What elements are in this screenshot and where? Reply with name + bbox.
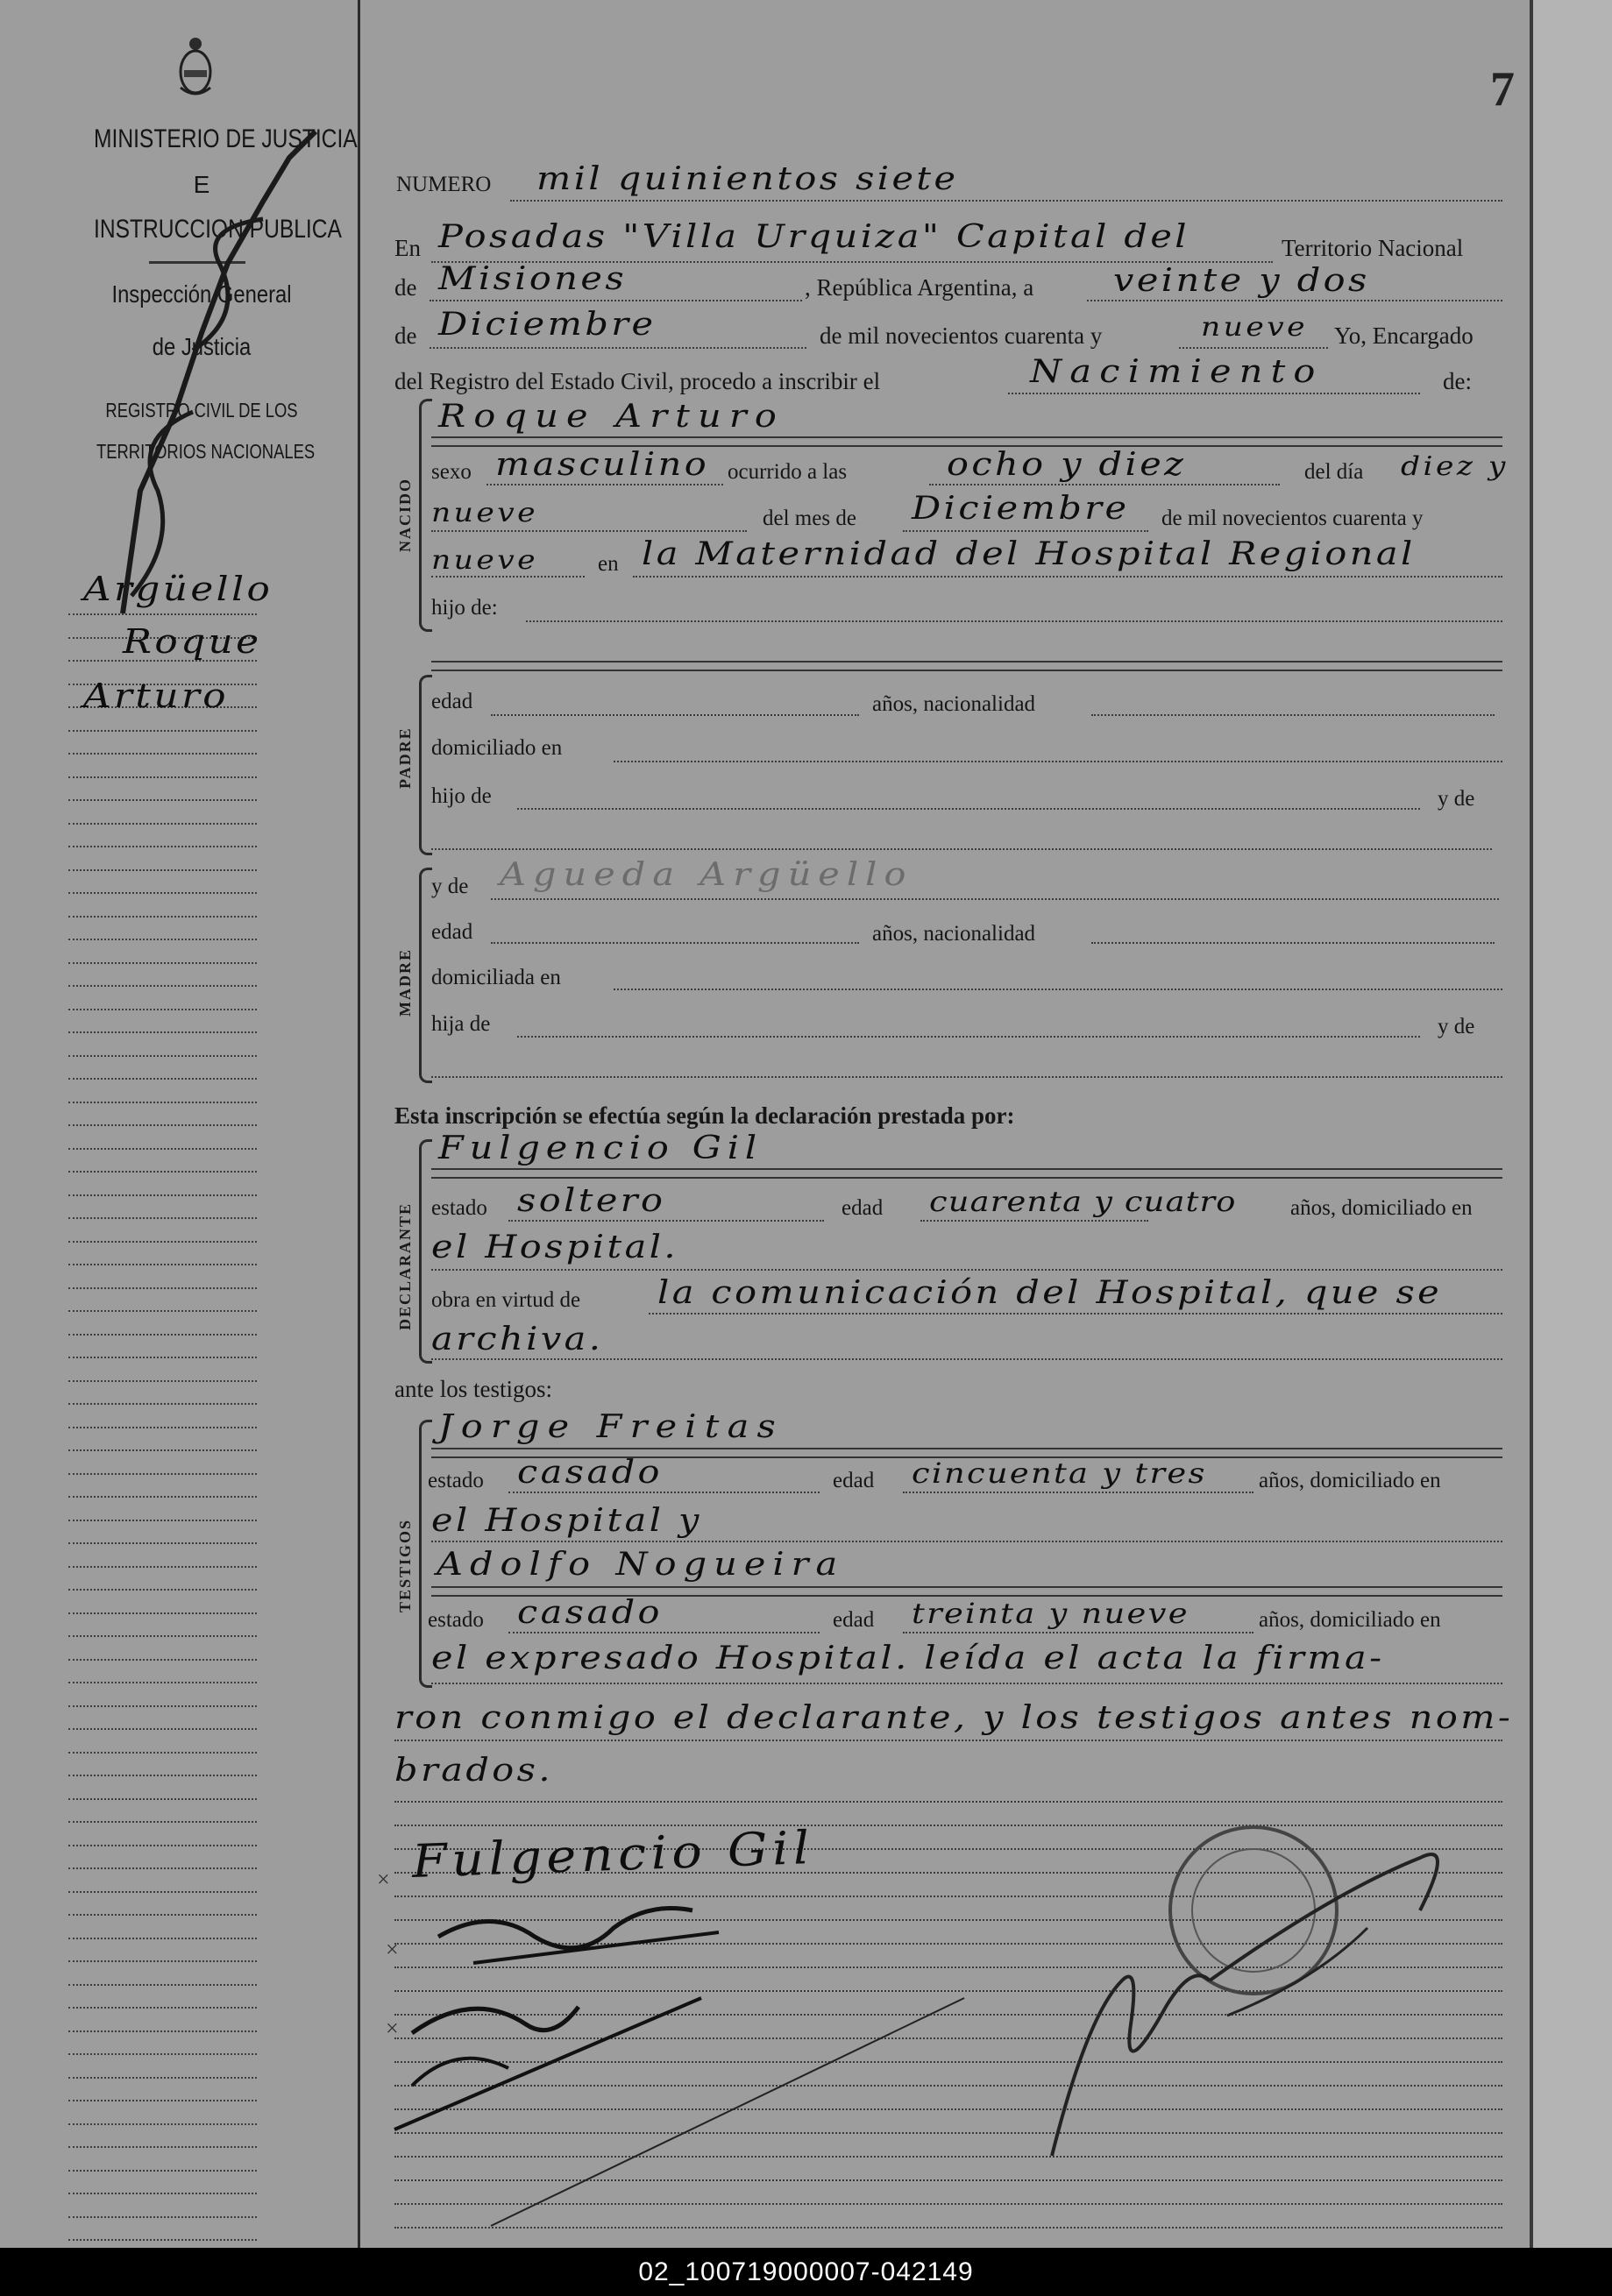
obra-line (649, 1313, 1502, 1315)
birth-year-line (431, 576, 585, 578)
ministry-line-1: MINISTERIO DE JUSTICIA (94, 124, 358, 153)
padre-bracket (419, 675, 432, 855)
signature-rule-line (394, 2061, 1502, 2063)
padre-nac-label: años, nacionalidad (872, 692, 1036, 716)
child-name-line (431, 436, 1502, 438)
margin-rule-line (68, 2170, 257, 2172)
margin-rule-line (68, 1682, 257, 1683)
closing-line-1: el expresado Hospital. leída el acta la firma- (431, 1641, 1385, 1676)
madre-section-label: MADRE (396, 948, 414, 1017)
margin-rule-line (68, 869, 257, 871)
witness1-domicilio-value: el Hospital y (431, 1503, 702, 1539)
header-rule (149, 261, 245, 264)
witness1-edad-value: cincuenta y tres (912, 1456, 1207, 1490)
declarant-domicilio-line (431, 1269, 1502, 1271)
mil-nov-label: de mil novecientos cuarenta y (1161, 507, 1424, 530)
margin-rule-line (68, 1102, 257, 1103)
place-value: Posadas "Villa Urquiza" Capital del (438, 219, 1190, 255)
madre-nac-line (1091, 942, 1495, 944)
margin-rule-line (68, 1728, 257, 1730)
witness2-edad-label: edad (833, 1608, 875, 1632)
margin-rule-line (68, 1055, 257, 1057)
territory-line (430, 300, 802, 301)
margin-rule-line (68, 939, 257, 940)
nacido-bracket (419, 399, 432, 632)
margin-rule-line (68, 1078, 257, 1080)
territorio-label: Territorio Nacional (1282, 235, 1464, 261)
year-value: nueve (1201, 312, 1309, 343)
margin-rule-line (68, 1171, 257, 1173)
page-edge (1530, 0, 1612, 2248)
padre-top-line-1 (431, 661, 1502, 663)
birth-place-value: la Maternidad del Hospital Regional (642, 536, 1416, 572)
madre-name-line (491, 898, 1499, 900)
year-line (1179, 347, 1328, 349)
inspection-line: Inspección General (111, 280, 292, 308)
declarant-anios-label: años, domiciliado en (1290, 1196, 1473, 1220)
act-type-line (1008, 393, 1420, 394)
obra-value-a: la comunicación del Hospital, que se (657, 1275, 1443, 1311)
witness2-anios-label: años, domiciliado en (1259, 1608, 1441, 1632)
padre-section-label: PADRE (396, 726, 414, 789)
witness1-edad-line (903, 1492, 1253, 1493)
margin-rule-line (68, 753, 257, 755)
page-number: 7 (1490, 62, 1515, 117)
madre-dom-line (614, 989, 1502, 990)
margin-rule-line (68, 1148, 257, 1150)
margin-rule-line (68, 1264, 257, 1265)
madre-y-de-label: y de (431, 875, 469, 898)
margin-rule-line (68, 2193, 257, 2194)
witness1-anios-label: años, domiciliado en (1259, 1469, 1441, 1492)
month-value: Diciembre (438, 307, 657, 343)
testigos-line: ante los testigos: (394, 1376, 552, 1402)
witness1-name-line-1 (431, 1448, 1502, 1449)
birth-day-value-a: diez y (1401, 451, 1509, 482)
numero-value: mil quinientos siete (536, 161, 959, 197)
margin-rule-line (68, 1009, 257, 1010)
signature-rule-line (394, 1919, 1502, 1921)
sexo-line (486, 484, 723, 485)
margin-rule-line (68, 1031, 257, 1033)
declarant-name-line-1 (431, 1168, 1502, 1170)
declarant-name-value: Fulgencio Gil (438, 1130, 763, 1166)
del-mes-label: del mes de (763, 507, 856, 530)
signature-rule-line (394, 2085, 1502, 2087)
signature-mark-3: × (386, 2016, 399, 2041)
page-edge-line (1530, 0, 1533, 2248)
signature-rule-line (394, 2156, 1502, 2158)
margin-rule-line (68, 1798, 257, 1800)
republica-label: , República Argentina, a (805, 274, 1034, 301)
numero-label: NUMERO (396, 173, 492, 196)
margin-rule-line (68, 1752, 257, 1754)
coat-of-arms-icon (175, 35, 216, 98)
padre-edad-label: edad (431, 690, 473, 713)
margin-rule-line (68, 2216, 257, 2218)
declarant-edad-value: cuarenta y cuatro (929, 1185, 1237, 1218)
declaracion-line: Esta inscripción se efectúa según la declaración prestada por: (394, 1102, 1015, 1129)
witness1-name-value: Jorge Freitas (438, 1409, 784, 1445)
closing-line-3: brados. (394, 1753, 553, 1789)
madre-y-de2-label: y de (1438, 1015, 1475, 1038)
margin-rule-line (68, 1520, 257, 1521)
obra-label: obra en virtud de (431, 1288, 581, 1312)
madre-hija-line (517, 1036, 1420, 1038)
birth-place-line (633, 576, 1502, 578)
nacido-section-label: NACIDO (396, 477, 414, 552)
month-line (430, 347, 806, 349)
padre-nac-line (1091, 714, 1495, 716)
birth-day-line (431, 530, 747, 532)
declarant-estado-line (508, 1220, 824, 1222)
margin-rule-line (68, 985, 257, 987)
ministry-line-2: E (193, 171, 210, 198)
footer-id-bar (0, 2248, 1612, 2296)
numero-line (510, 200, 1502, 202)
en-label: En (394, 235, 421, 261)
declarant-domicilio-value: el Hospital. (431, 1229, 679, 1265)
ministry-line-3: INSTRUCCION PUBLICA (94, 215, 342, 244)
hijo-de-label: hijo de: (431, 596, 498, 620)
witness1-edad-label: edad (833, 1469, 875, 1492)
witness2-name-line-1 (431, 1586, 1502, 1588)
signature-rule-line (394, 2014, 1502, 2016)
signature-rule-line (394, 2227, 1502, 2229)
act-type-value: Nacimiento (1030, 354, 1324, 390)
margin-rule-line (68, 1821, 257, 1823)
margin-rule-line (68, 1334, 257, 1336)
signature-rule-line (394, 2037, 1502, 2039)
margin-rule-line (68, 1775, 257, 1776)
signature-rule-line (394, 2179, 1502, 2181)
justice-line: de Justicia (152, 333, 252, 360)
margin-rule-line (68, 730, 257, 732)
signature-rule-line (394, 1990, 1502, 1992)
day-line (1087, 300, 1502, 301)
witness1-domicilio-line (431, 1541, 1502, 1542)
padre-y-de-label: y de (1438, 787, 1475, 811)
mother-name-value: Agueda Argüello (500, 857, 913, 893)
margin-surname: Argüello (83, 570, 273, 608)
margin-rule-line (68, 823, 257, 825)
declarante-bracket (419, 1139, 432, 1364)
signature-rule-line (394, 1896, 1502, 1897)
margin-rule-line (68, 1194, 257, 1196)
en2-label: en (598, 552, 619, 576)
margin-rule-line (68, 1357, 257, 1358)
witness1-estado-value: casado (517, 1455, 663, 1491)
closing-line-1-rule (431, 1683, 1502, 1684)
footer-id: 02_100719000007-042149 (638, 2257, 974, 2286)
signature-rule-line (394, 1825, 1502, 1826)
margin-rule-line (68, 2100, 257, 2101)
margin-rule-line (68, 2123, 257, 2125)
declarant-name-line-2 (431, 1177, 1502, 1179)
testigos-section-label: TESTIGOS (396, 1518, 414, 1612)
margin-rule-line (68, 1217, 257, 1219)
witness1-estado-label: estado (428, 1469, 484, 1492)
margin-rule-line (68, 962, 257, 964)
madre-hija-label: hija de (431, 1012, 491, 1036)
madre-edad-line (491, 942, 859, 944)
signature-mark-2: × (386, 1937, 399, 1962)
margin-rule (358, 0, 360, 2248)
territory-value: Misiones (438, 261, 628, 297)
witness2-name-value: Adolfo Nogueira (437, 1547, 845, 1583)
territories-line: TERRITORIOS NACIONALES (96, 440, 316, 463)
hour-value: ocho y diez (947, 447, 1187, 483)
witness2-estado-value: casado (517, 1595, 663, 1631)
obra-value-b: archiva. (431, 1322, 604, 1357)
margin-rule-line (68, 1310, 257, 1312)
madre-bracket (419, 868, 432, 1083)
margin-rule-line (68, 1705, 257, 1707)
madre-last-line (431, 1076, 1502, 1078)
hijo-de-line (526, 620, 1502, 622)
margin-rule-line (68, 1845, 257, 1846)
sexo-label: sexo (431, 460, 472, 484)
registro-line: del Registro del Estado Civil, procedo a inscribir el (394, 368, 881, 394)
margin-rule-line (68, 2077, 257, 2079)
margin-rule-line (68, 2239, 257, 2241)
signature-rule-line (394, 1966, 1502, 1968)
de-label: de (394, 274, 417, 301)
birth-month-value: Diciembre (912, 491, 1130, 527)
margin-rule-line (68, 1635, 257, 1637)
margin-rule-line (68, 1380, 257, 1382)
margin-rule-line (68, 1427, 257, 1428)
margin-rule-line (68, 1542, 257, 1544)
margin-rule-line (68, 799, 257, 801)
child-name-value: Roque Arturo (438, 399, 785, 435)
madre-nac-label: años, nacionalidad (872, 922, 1036, 946)
margin-rule-line (68, 1960, 257, 1962)
yo-label: Yo, Encargado (1334, 322, 1474, 349)
declarant-signature: Fulgencio Gil (410, 1822, 815, 1889)
obra-line-2 (431, 1358, 1502, 1360)
declarant-estado-value: soltero (517, 1183, 666, 1219)
declarant-edad-label: edad (842, 1196, 884, 1220)
declarante-section-label: DECLARANTE (396, 1201, 414, 1330)
margin-rule-line (68, 1403, 257, 1405)
sexo-value: masculino (495, 447, 710, 483)
signature-rule-line (394, 1943, 1502, 1945)
birth-month-line (903, 530, 1148, 532)
hour-line (929, 484, 1280, 485)
witness2-edad-line (903, 1632, 1253, 1633)
birth-day-value-b: nueve (431, 498, 539, 528)
witness1-estado-line (508, 1492, 820, 1493)
padre-top-line-2 (431, 670, 1502, 671)
padre-dom-label: domiciliado en (431, 736, 563, 760)
margin-rule-line (68, 2053, 257, 2055)
margin-rule-line (68, 2146, 257, 2148)
margin-rule-line (68, 1589, 257, 1591)
padre-hijo-line (517, 808, 1420, 810)
witness2-estado-label: estado (428, 1608, 484, 1632)
margin-rule-line (68, 613, 257, 615)
witness2-estado-line (508, 1632, 820, 1633)
de3-label: de: (1443, 368, 1472, 394)
registry-line: REGISTRO CIVIL DE LOS (105, 399, 298, 422)
padre-hijo-label: hijo de (431, 784, 492, 808)
declarant-edad-line (920, 1220, 1148, 1222)
margin-rule-line (68, 1124, 257, 1126)
del-dia-label: del día (1304, 460, 1364, 484)
testigos-bracket (419, 1420, 432, 1688)
signature-rule-line (394, 2132, 1502, 2134)
margin-rule-line (68, 916, 257, 918)
margin-rule-line (68, 1938, 257, 1939)
margin-rule-line (68, 1612, 257, 1614)
madre-edad-label: edad (431, 920, 473, 944)
margin-rule-line (68, 1891, 257, 1893)
closing-line-2: ron conmigo el declarante, y los testigos antes nom- (394, 1700, 1514, 1736)
margin-given-name-2: Arturo (83, 677, 230, 715)
margin-rule-line (68, 1984, 257, 1986)
padre-last-line (431, 848, 1492, 850)
margin-rule-line (68, 1287, 257, 1289)
margin-rule-line (68, 1473, 257, 1475)
signature-mark-1: × (377, 1867, 390, 1892)
padre-dom-line (614, 761, 1502, 762)
signature-rule-line (394, 2108, 1502, 2110)
margin-rule-line (68, 1914, 257, 1916)
margin-rule-line (68, 1241, 257, 1243)
year-prefix-label: de mil novecientos cuarenta y (820, 322, 1103, 349)
madre-dom-label: domiciliada en (431, 966, 561, 989)
margin-rule-line (68, 776, 257, 778)
de2-label: de (394, 322, 417, 349)
day-value: veinte y dos (1113, 263, 1370, 299)
birth-year-value: nueve (431, 545, 539, 576)
padre-edad-line (491, 714, 859, 716)
signature-rule-line (394, 1801, 1502, 1803)
margin-rule-line (68, 1566, 257, 1568)
margin-rule-line (68, 846, 257, 847)
margin-rule-line (68, 892, 257, 894)
margin-rule-line (68, 1449, 257, 1451)
margin-rule-line (68, 2007, 257, 2009)
witness2-edad-value: treinta y nueve (912, 1597, 1189, 1630)
ocurrido-label: ocurrido a las (728, 460, 848, 484)
margin-rule-line (68, 1867, 257, 1869)
margin-rule-line (68, 1496, 257, 1498)
margin-rule-line (68, 2030, 257, 2032)
signature-rule-line (394, 2203, 1502, 2205)
margin-rule-line (68, 1659, 257, 1661)
margin-given-name-1: Roque (123, 622, 262, 661)
declarant-estado-label: estado (431, 1196, 487, 1220)
closing-line-2-rule (394, 1740, 1502, 1741)
